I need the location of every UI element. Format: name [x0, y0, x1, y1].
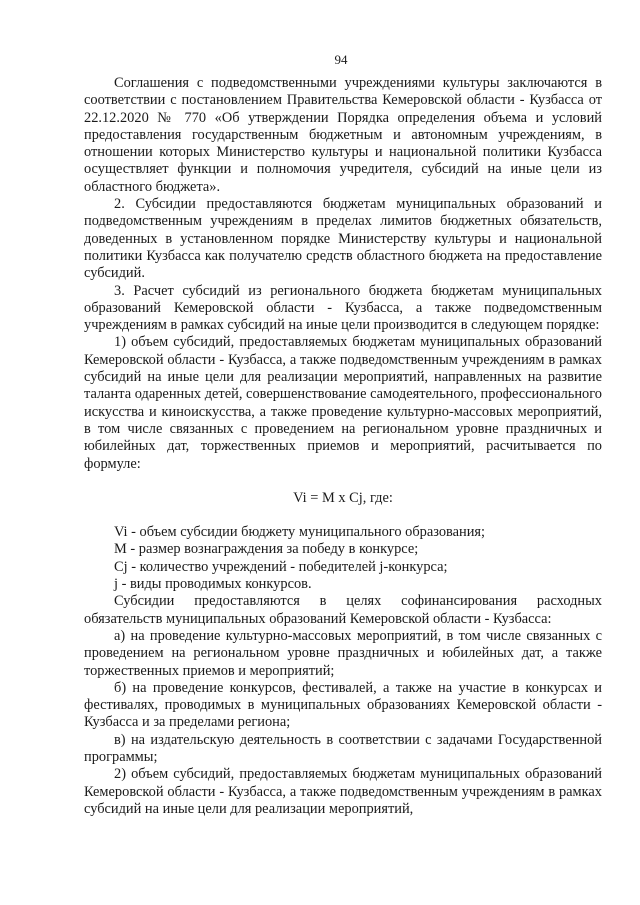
document-page [84, 52, 602, 818]
legend-vi: Vi - объем субсидии бюджету муниципального образования; [114, 524, 486, 541]
paragraph-cofinancing: Субсидии предоставляются в целях софинансирования расходных обязательств муниципальных образований Кемеровской области - Кузбасса: [84, 593, 602, 627]
paragraph-item-3: 3. Расчет субсидий из регионального бюджета бюджетам муниципальных образований Кемеровской области - Кузбасса, а также подведомственным учреждениям в рамках субсидий на иные цели производится в следующем порядке: [84, 282, 602, 334]
paragraph-subitem-1: 1) объем субсидий, предоставляемых бюджетам муниципальных образований Кемеровской области - Кузбасса, а также подведомственным учреждениям в рамках субсидий на иные цели для реализации мероприятий, направленных на развитие таланта одаренных детей, совершенствование самодеятельного, профессионального искусства и киноискусства, а также проведение культурно-массовых мероприятий, в том числе связанных с проведением на региональном уровне праздничных и юбилейных дат, торжественных приемов и мероприятий, расчитывается по формуле: [84, 334, 602, 472]
legend-j: j - виды проводимых конкурсов. [114, 576, 312, 593]
paragraph-item-2: 2. Субсидии предоставляются бюджетам муниципальных образований и подведомственным учреждениям в пределах лимитов бюджетных обязательств, доведенных в установленном порядке Министерству культуры и национальной политики Кузбасса как получателю средств областного бюджета на предоставление субсидий. [84, 196, 602, 282]
page-number: 94 [334, 52, 348, 67]
formula: Vi = M x Cj, где: [293, 489, 393, 506]
legend-m: M - размер вознаграждения за победу в конкурсе; [114, 541, 419, 558]
paragraph-item-a: а) на проведение культурно-массовых мероприятий, в том числе связанных с проведением на региональном уровне праздничных и юбилейных дат, а также торжественных приемов и мероприятий; [84, 627, 602, 679]
paragraph-agreements: Соглашения с подведомственными учреждениями культуры заключаются в соответствии с постановлением Правительства Кемеровской области - Кузбасса от 22.12.2020 № 770 «Об утверждении Порядка определения объема и условий предоставления государственным бюджетным и автономным учреждениям, в отношении которых Министерство культуры и национальной политики Кузбасса осуществляет функции и полномочия учредителя, субсидий на иные цели из областного бюджета». [84, 75, 602, 195]
legend-cj: Cj - количество учреждений - победителей j-конкурса; [114, 558, 448, 575]
paragraph-item-v: в) на издательскую деятельность в соответствии с задачами Государственной программы; [84, 731, 602, 765]
paragraph-item-b: б) на проведение конкурсов, фестивалей, а также на участие в конкурсах и фестивалях, проводимых в муниципальных образованиях Кемеровской области - Кузбасса и за пределами региона; [84, 679, 602, 731]
paragraph-subitem-2: 2) объем субсидий, предоставляемых бюджетам муниципальных образований Кемеровской области - Кузбасса, а также подведомственным учреждениям в рамках субсидий на иные цели для реализации мероприятий, [84, 766, 602, 817]
